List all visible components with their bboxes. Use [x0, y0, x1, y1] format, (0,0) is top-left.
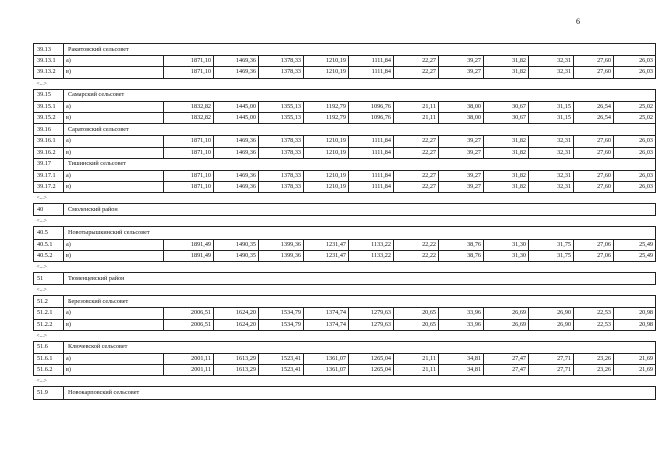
value-cell: 26,03 — [614, 136, 656, 147]
row-code: 39.15 — [34, 89, 64, 101]
value-cell: 27,71 — [529, 353, 574, 364]
value-cell: 1891,49 — [164, 239, 214, 250]
ellipsis-marker: <...> — [36, 218, 47, 225]
ellipsis-row — [34, 78, 656, 89]
value-cell: 1133,22 — [349, 239, 394, 250]
value-cell: 21,11 — [394, 112, 439, 123]
value-cell: 1361,07 — [304, 353, 349, 364]
value-cell: 22,53 — [574, 308, 614, 319]
value-cell: 23,26 — [574, 353, 614, 364]
data-row — [34, 319, 656, 330]
value-cell: 1469,36 — [214, 67, 259, 78]
value-cell: 25,49 — [614, 239, 656, 250]
data-row — [34, 67, 656, 78]
value-cell: 1469,36 — [214, 56, 259, 67]
value-cell: 26,69 — [484, 319, 529, 330]
ellipsis-marker: <...> — [36, 378, 47, 385]
ellipsis-row — [34, 193, 656, 204]
value-cell: 1613,29 — [214, 365, 259, 376]
value-cell: 1210,19 — [304, 67, 349, 78]
value-cell: 20,65 — [394, 308, 439, 319]
value-cell: 31,82 — [484, 67, 529, 78]
council-row — [34, 387, 656, 399]
row-letter: а) — [64, 101, 164, 112]
value-cell: 1871,10 — [164, 147, 214, 158]
row-letter: в) — [64, 250, 164, 261]
tariff-table — [33, 43, 656, 400]
row-code: 51.2 — [34, 296, 64, 308]
row-code: 51 — [34, 273, 64, 285]
council-row — [34, 44, 656, 56]
value-cell: 26,54 — [574, 101, 614, 112]
value-cell: 1111,84 — [349, 67, 394, 78]
value-cell: 1374,74 — [304, 308, 349, 319]
value-cell: 27,60 — [574, 136, 614, 147]
value-cell: 1871,10 — [164, 182, 214, 193]
value-cell: 1523,41 — [259, 365, 304, 376]
district-name: Тюменцевский район — [64, 273, 656, 285]
value-cell: 1399,36 — [259, 250, 304, 261]
value-cell: 1469,36 — [214, 170, 259, 181]
data-row — [34, 112, 656, 123]
value-cell: 26,90 — [529, 319, 574, 330]
ellipsis-marker: <...> — [36, 195, 47, 202]
value-cell: 31,82 — [484, 136, 529, 147]
row-code: 51.6.2 — [34, 365, 64, 376]
district-row — [34, 204, 656, 216]
value-cell: 22,27 — [394, 67, 439, 78]
value-cell: 22,27 — [394, 136, 439, 147]
value-cell: 1523,41 — [259, 353, 304, 364]
value-cell: 34,81 — [439, 365, 484, 376]
value-cell: 31,75 — [529, 239, 574, 250]
value-cell: 1378,33 — [259, 147, 304, 158]
value-cell: 31,15 — [529, 101, 574, 112]
value-cell: 1279,63 — [349, 308, 394, 319]
value-cell: 39,27 — [439, 56, 484, 67]
value-cell: 1111,84 — [349, 170, 394, 181]
data-row — [34, 353, 656, 364]
value-cell: 39,27 — [439, 147, 484, 158]
value-cell: 1624,20 — [214, 319, 259, 330]
data-row — [34, 365, 656, 376]
row-code: 51.9 — [34, 387, 64, 399]
ellipsis-marker: <...> — [36, 80, 47, 87]
value-cell: 1374,74 — [304, 319, 349, 330]
value-cell: 1399,36 — [259, 239, 304, 250]
value-cell: 1871,10 — [164, 170, 214, 181]
value-cell: 32,31 — [529, 136, 574, 147]
row-code: 40.5.2 — [34, 250, 64, 261]
value-cell: 21,11 — [394, 353, 439, 364]
row-letter: в) — [64, 67, 164, 78]
value-cell: 32,31 — [529, 182, 574, 193]
row-letter: а) — [64, 353, 164, 364]
value-cell: 1210,19 — [304, 136, 349, 147]
value-cell: 39,27 — [439, 67, 484, 78]
row-code: 40.5.1 — [34, 239, 64, 250]
row-code: 39.13.1 — [34, 56, 64, 67]
value-cell: 1096,76 — [349, 112, 394, 123]
value-cell: 25,02 — [614, 112, 656, 123]
row-letter: в) — [64, 147, 164, 158]
value-cell: 22,22 — [394, 239, 439, 250]
value-cell: 1469,36 — [214, 136, 259, 147]
value-cell: 38,76 — [439, 239, 484, 250]
row-code: 39.13.2 — [34, 67, 64, 78]
value-cell: 1378,33 — [259, 56, 304, 67]
council-name: Тишинский сельсовет — [64, 158, 656, 170]
value-cell: 26,03 — [614, 182, 656, 193]
value-cell: 33,96 — [439, 319, 484, 330]
row-letter: а) — [64, 136, 164, 147]
value-cell: 38,00 — [439, 112, 484, 123]
value-cell: 26,90 — [529, 308, 574, 319]
council-name: Саратовский сельсовет — [64, 124, 656, 136]
value-cell: 1624,20 — [214, 308, 259, 319]
council-name: Новотырышкинский сельсовет — [64, 227, 656, 239]
council-row — [34, 341, 656, 353]
council-name: Новокарповский сельсовет — [64, 387, 656, 399]
value-cell: 1445,00 — [214, 112, 259, 123]
value-cell: 27,60 — [574, 147, 614, 158]
council-row — [34, 89, 656, 101]
row-letter: а) — [64, 56, 164, 67]
council-row — [34, 124, 656, 136]
row-letter: а) — [64, 239, 164, 250]
value-cell: 21,11 — [394, 365, 439, 376]
council-row — [34, 158, 656, 170]
value-cell: 1210,19 — [304, 56, 349, 67]
value-cell: 1378,33 — [259, 182, 304, 193]
row-code: 39.17 — [34, 158, 64, 170]
value-cell: 1490,35 — [214, 250, 259, 261]
value-cell: 38,00 — [439, 101, 484, 112]
row-code: 51.2.2 — [34, 319, 64, 330]
value-cell: 20,65 — [394, 319, 439, 330]
value-cell: 31,30 — [484, 239, 529, 250]
value-cell: 1265,04 — [349, 365, 394, 376]
row-code: 40 — [34, 204, 64, 216]
value-cell: 25,49 — [614, 250, 656, 261]
value-cell: 1210,19 — [304, 147, 349, 158]
row-code: 51.6 — [34, 341, 64, 353]
row-code: 39.16 — [34, 124, 64, 136]
value-cell: 27,71 — [529, 365, 574, 376]
value-cell: 1871,10 — [164, 136, 214, 147]
value-cell: 1231,47 — [304, 239, 349, 250]
value-cell: 1111,84 — [349, 182, 394, 193]
value-cell: 30,67 — [484, 101, 529, 112]
row-code: 40.5 — [34, 227, 64, 239]
value-cell: 2006,51 — [164, 308, 214, 319]
page-number: 6 — [576, 17, 580, 26]
value-cell: 21,11 — [394, 101, 439, 112]
council-name: Ракитовский сельсовет — [64, 44, 656, 56]
value-cell: 34,81 — [439, 353, 484, 364]
value-cell: 1378,33 — [259, 67, 304, 78]
value-cell: 25,02 — [614, 101, 656, 112]
value-cell: 32,31 — [529, 170, 574, 181]
value-cell: 26,03 — [614, 170, 656, 181]
value-cell: 2001,11 — [164, 365, 214, 376]
value-cell: 20,98 — [614, 308, 656, 319]
value-cell: 1111,84 — [349, 136, 394, 147]
value-cell: 2001,11 — [164, 353, 214, 364]
value-cell: 22,22 — [394, 250, 439, 261]
value-cell: 1355,13 — [259, 101, 304, 112]
row-code: 39.16.2 — [34, 147, 64, 158]
district-row — [34, 273, 656, 285]
value-cell: 31,82 — [484, 56, 529, 67]
row-letter: в) — [64, 182, 164, 193]
value-cell: 27,60 — [574, 170, 614, 181]
value-cell: 1469,36 — [214, 147, 259, 158]
ellipsis-row — [34, 330, 656, 341]
value-cell: 26,69 — [484, 308, 529, 319]
data-row — [34, 170, 656, 181]
value-cell: 1096,76 — [349, 101, 394, 112]
ellipsis-marker: <...> — [36, 287, 47, 294]
row-code: 51.6.1 — [34, 353, 64, 364]
value-cell: 27,06 — [574, 239, 614, 250]
value-cell: 26,03 — [614, 67, 656, 78]
council-name: Березовский сельсовет — [64, 296, 656, 308]
ellipsis-row — [34, 216, 656, 227]
value-cell: 32,31 — [529, 67, 574, 78]
value-cell: 32,31 — [529, 56, 574, 67]
value-cell: 39,27 — [439, 136, 484, 147]
row-code: 39.13 — [34, 44, 64, 56]
row-letter: в) — [64, 319, 164, 330]
row-letter: в) — [64, 112, 164, 123]
row-letter: а) — [64, 170, 164, 181]
row-code: 39.15.1 — [34, 101, 64, 112]
value-cell: 27,60 — [574, 56, 614, 67]
value-cell: 39,27 — [439, 170, 484, 181]
ellipsis-row — [34, 376, 656, 387]
value-cell: 31,15 — [529, 112, 574, 123]
data-row — [34, 182, 656, 193]
value-cell: 21,69 — [614, 365, 656, 376]
value-cell: 1355,13 — [259, 112, 304, 123]
value-cell: 1133,22 — [349, 250, 394, 261]
value-cell: 26,03 — [614, 147, 656, 158]
value-cell: 1469,36 — [214, 182, 259, 193]
value-cell: 31,82 — [484, 182, 529, 193]
council-name: Ключевской сельсовет — [64, 341, 656, 353]
value-cell: 26,54 — [574, 112, 614, 123]
value-cell: 1378,33 — [259, 170, 304, 181]
ellipsis-row — [34, 262, 656, 273]
data-row — [34, 56, 656, 67]
row-code: 39.15.2 — [34, 112, 64, 123]
value-cell: 1832,82 — [164, 112, 214, 123]
value-cell: 31,75 — [529, 250, 574, 261]
value-cell: 31,82 — [484, 147, 529, 158]
district-name: Смоленский район — [64, 204, 656, 216]
row-letter: а) — [64, 308, 164, 319]
ellipsis-row — [34, 285, 656, 296]
value-cell: 1210,19 — [304, 170, 349, 181]
data-row — [34, 101, 656, 112]
value-cell: 21,69 — [614, 353, 656, 364]
value-cell: 1490,35 — [214, 239, 259, 250]
row-code: 39.17.2 — [34, 182, 64, 193]
value-cell: 1534,79 — [259, 308, 304, 319]
value-cell: 31,30 — [484, 250, 529, 261]
council-row — [34, 227, 656, 239]
value-cell: 1871,10 — [164, 67, 214, 78]
value-cell: 1210,19 — [304, 182, 349, 193]
value-cell: 39,27 — [439, 182, 484, 193]
value-cell: 1613,29 — [214, 353, 259, 364]
value-cell: 1891,49 — [164, 250, 214, 261]
value-cell: 20,98 — [614, 319, 656, 330]
value-cell: 22,27 — [394, 56, 439, 67]
value-cell: 1361,07 — [304, 365, 349, 376]
value-cell: 33,96 — [439, 308, 484, 319]
ellipsis-marker: <...> — [36, 332, 47, 339]
ellipsis-marker: <...> — [36, 264, 47, 270]
value-cell: 1445,00 — [214, 101, 259, 112]
value-cell: 32,31 — [529, 147, 574, 158]
value-cell: 31,82 — [484, 170, 529, 181]
value-cell: 22,27 — [394, 170, 439, 181]
value-cell: 22,53 — [574, 319, 614, 330]
value-cell: 1279,63 — [349, 319, 394, 330]
value-cell: 27,47 — [484, 353, 529, 364]
data-row — [34, 308, 656, 319]
value-cell: 27,06 — [574, 250, 614, 261]
council-row — [34, 296, 656, 308]
row-code: 39.16.1 — [34, 136, 64, 147]
value-cell: 27,47 — [484, 365, 529, 376]
value-cell: 1832,82 — [164, 101, 214, 112]
data-row — [34, 250, 656, 261]
council-name: Самарский сельсовет — [64, 89, 656, 101]
row-code: 51.2.1 — [34, 308, 64, 319]
row-code: 39.17.1 — [34, 170, 64, 181]
value-cell: 1871,10 — [164, 56, 214, 67]
value-cell: 30,67 — [484, 112, 529, 123]
value-cell: 1231,47 — [304, 250, 349, 261]
value-cell: 22,27 — [394, 147, 439, 158]
row-letter: в) — [64, 365, 164, 376]
value-cell: 23,26 — [574, 365, 614, 376]
data-row — [34, 239, 656, 250]
value-cell: 1192,79 — [304, 101, 349, 112]
value-cell: 38,76 — [439, 250, 484, 261]
value-cell: 1265,04 — [349, 353, 394, 364]
value-cell: 27,60 — [574, 67, 614, 78]
data-row — [34, 136, 656, 147]
data-row — [34, 147, 656, 158]
value-cell: 1111,84 — [349, 56, 394, 67]
value-cell: 1192,79 — [304, 112, 349, 123]
value-cell: 27,60 — [574, 182, 614, 193]
value-cell: 1378,33 — [259, 136, 304, 147]
value-cell: 1534,79 — [259, 319, 304, 330]
value-cell: 2006,51 — [164, 319, 214, 330]
value-cell: 22,27 — [394, 182, 439, 193]
value-cell: 26,03 — [614, 56, 656, 67]
value-cell: 1111,84 — [349, 147, 394, 158]
